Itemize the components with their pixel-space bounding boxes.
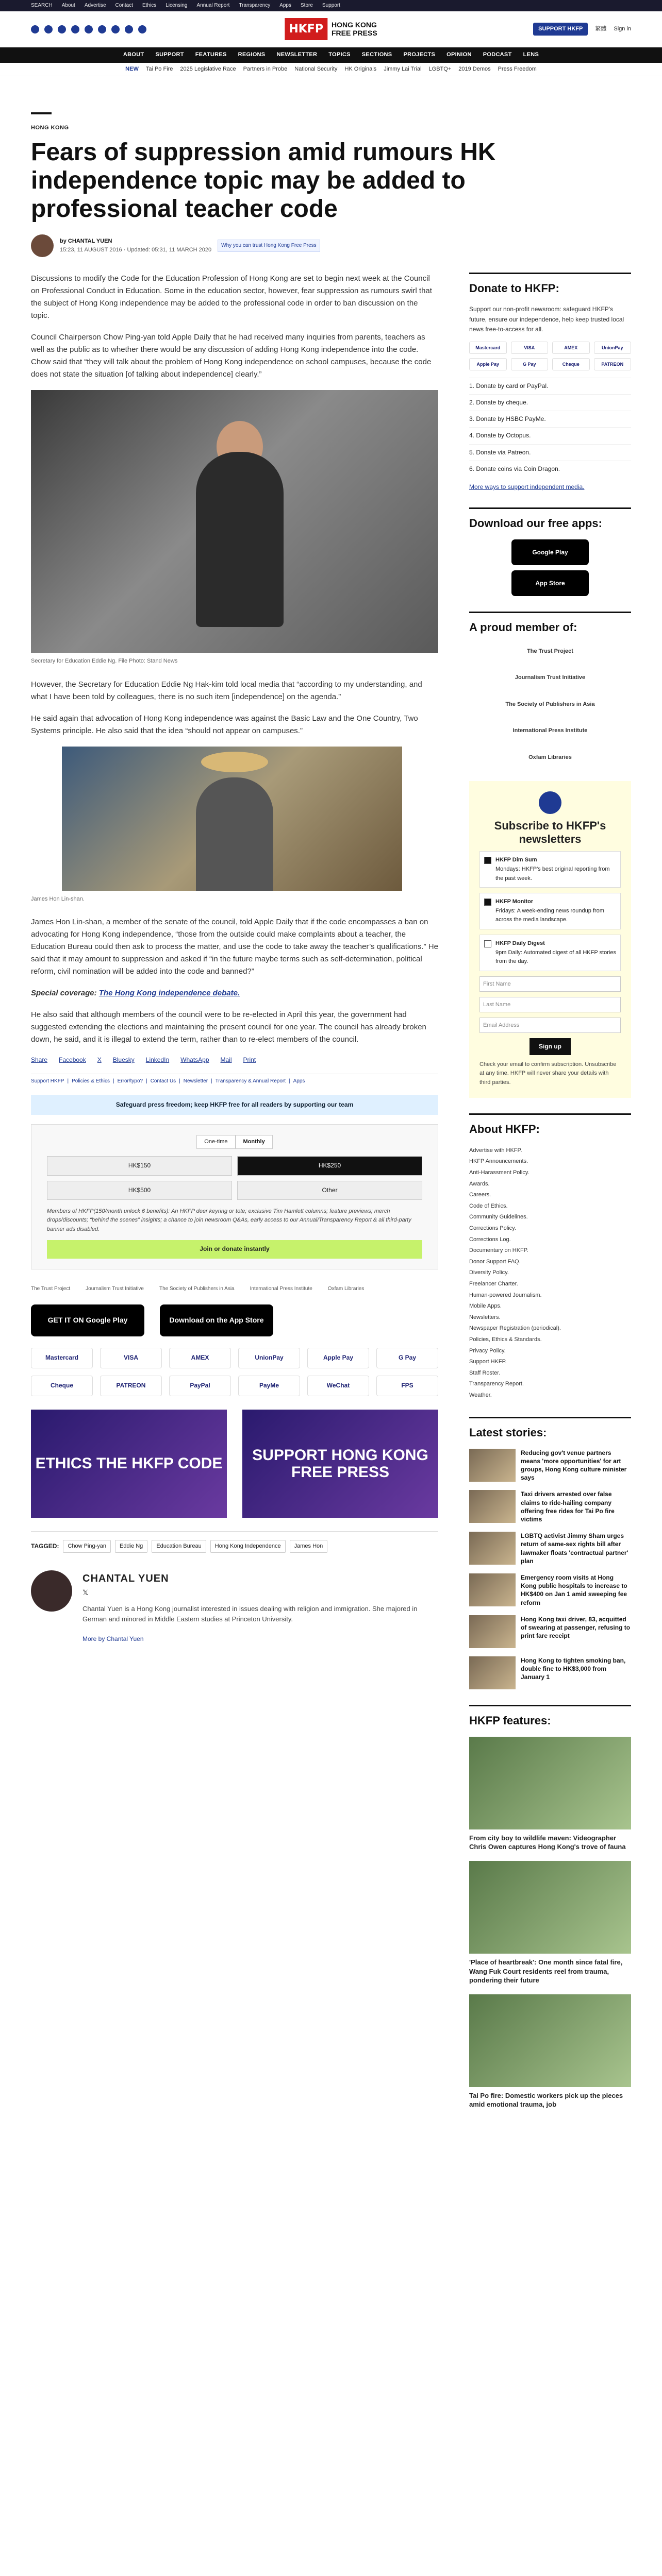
share-link[interactable]: LinkedIn bbox=[145, 1056, 170, 1064]
about-link[interactable]: Community Guidelines. bbox=[469, 1214, 528, 1221]
about-link[interactable]: Code of Ethics. bbox=[469, 1202, 508, 1209]
member-logo[interactable]: The Trust Project bbox=[527, 648, 573, 654]
donate-step[interactable]: 2. Donate by cheque. bbox=[469, 394, 631, 411]
feature-item[interactable] bbox=[469, 1994, 631, 2109]
paragraph: Discussions to modify the Code for the Education Profession of Hong Kong are set to begin next week at the Council on Professional Conduct in Education. Some in the education sector, however, fear suppression as rumours swirl that the subject of Hong Kong independence may be added to the professional code in order to ban discussion on the topic. bbox=[31, 274, 432, 320]
story-item[interactable] bbox=[469, 1449, 631, 1482]
topbar-link[interactable]: Apps bbox=[279, 3, 291, 8]
partner-logos bbox=[31, 1285, 438, 1293]
donate-widget bbox=[469, 273, 631, 492]
bluesky-icon[interactable] bbox=[125, 25, 133, 33]
payment-logo: PATREON bbox=[594, 358, 632, 370]
photo-caption: James Hon Lin-shan. bbox=[31, 895, 85, 902]
about-link[interactable]: Transparency Report. bbox=[469, 1381, 524, 1387]
special-coverage: Special coverage: The Hong Kong independence debate. bbox=[31, 989, 240, 998]
tag-link[interactable]: Hong Kong Independence bbox=[210, 1540, 286, 1553]
about-link[interactable]: Careers. bbox=[469, 1192, 491, 1198]
share-link[interactable]: Bluesky bbox=[112, 1056, 135, 1064]
topbar-link[interactable]: Support bbox=[322, 3, 340, 8]
topbar-link[interactable]: SEARCH bbox=[31, 3, 53, 8]
newsletter-option[interactable] bbox=[479, 851, 621, 888]
story-item[interactable] bbox=[469, 1573, 631, 1607]
facebook-icon[interactable] bbox=[31, 25, 39, 33]
newsletter-disclaimer: Check your email to confirm subscription. Unsubscribe at any time. HKFP will never share your details with third parties. bbox=[479, 1061, 617, 1086]
tag-list bbox=[31, 1531, 438, 1553]
payment-logo: Mastercard bbox=[31, 1348, 93, 1368]
amount-option[interactable]: Other bbox=[237, 1181, 422, 1200]
feature-item[interactable] bbox=[469, 1861, 631, 1985]
about-link[interactable]: Documentary on HKFP. bbox=[469, 1247, 528, 1254]
member-logo[interactable]: Oxfam Libraries bbox=[528, 754, 572, 760]
ethics-banner[interactable]: ETHICS THE HKFP CODE bbox=[31, 1410, 227, 1518]
feature-image[interactable] bbox=[469, 1737, 631, 1829]
topbar-link[interactable]: Advertise bbox=[84, 3, 106, 8]
google-play-button[interactable]: GET IT ON Google Play bbox=[31, 1304, 144, 1336]
linkedin-icon[interactable] bbox=[111, 25, 120, 33]
article-photo bbox=[31, 390, 438, 653]
feature-image[interactable] bbox=[469, 1861, 631, 1954]
footer-link: | bbox=[211, 1078, 212, 1084]
nav-item[interactable]: OPINION bbox=[446, 52, 472, 58]
member-logo[interactable]: Journalism Trust Initiative bbox=[515, 674, 586, 681]
tag-link[interactable]: Chow Ping-yan bbox=[63, 1540, 111, 1553]
partner-logo[interactable]: Oxfam Libraries bbox=[327, 1285, 365, 1292]
story-title[interactable]: Reducing gov't venue partners means 'more opportunities' for art groups, Hong Kong culture minister says bbox=[521, 1449, 627, 1482]
story-title[interactable]: Emergency room visits at Hong Kong public hospitals to increase to HK$400 on Jan 1 amid sweeping fee reform bbox=[521, 1573, 627, 1606]
publish-date: 15:23, 11 AUGUST 2016 · Updated: 05:31, 11 MARCH 2020 bbox=[60, 247, 212, 253]
join-donate-button[interactable]: Join or donate instantly bbox=[47, 1240, 422, 1258]
share-link[interactable]: WhatsApp bbox=[180, 1056, 209, 1064]
rss-icon[interactable] bbox=[138, 25, 146, 33]
nav-item[interactable]: PODCAST bbox=[483, 52, 512, 58]
share-link[interactable]: Facebook bbox=[59, 1056, 86, 1064]
about-link[interactable]: Awards. bbox=[469, 1180, 490, 1187]
payment-logo: PayMe bbox=[238, 1376, 300, 1396]
widget-title: Latest stories: bbox=[469, 1417, 631, 1442]
latest-stories-widget bbox=[469, 1417, 631, 1689]
payment-logo: FPS bbox=[376, 1376, 438, 1396]
newsletter-icon bbox=[539, 791, 561, 814]
member-logo[interactable]: The Society of Publishers in Asia bbox=[505, 701, 595, 707]
tab-monthly[interactable]: Monthly bbox=[236, 1135, 273, 1149]
about-link[interactable]: Donor Support FAQ. bbox=[469, 1258, 521, 1265]
topbar-link[interactable]: Licensing bbox=[166, 3, 188, 8]
option-title: HKFP Monitor bbox=[495, 899, 534, 905]
article-photo bbox=[62, 747, 402, 891]
option-title: HKFP Dim Sum bbox=[495, 857, 537, 863]
about-link[interactable]: Human-powered Journalism. bbox=[469, 1292, 542, 1298]
newsletter-widget bbox=[469, 781, 631, 1098]
google-play-button[interactable]: Google Play bbox=[511, 539, 589, 565]
youtube-icon[interactable] bbox=[71, 25, 79, 33]
checkbox[interactable] bbox=[484, 857, 491, 864]
checkbox[interactable] bbox=[484, 899, 491, 906]
footer-link: | bbox=[289, 1078, 290, 1084]
payment-logo: UnionPay bbox=[238, 1348, 300, 1368]
footer-link[interactable]: Policies & Ethics bbox=[72, 1078, 110, 1084]
last-name-input[interactable]: Last Name bbox=[479, 997, 621, 1012]
payment-logo: G Pay bbox=[511, 358, 549, 370]
x-icon[interactable]: 𝕏 bbox=[82, 1588, 89, 1597]
donate-step[interactable]: 4. Donate by Octopus. bbox=[469, 427, 631, 444]
payment-logo: VISA bbox=[511, 342, 549, 354]
section-tag[interactable]: HONG KONG bbox=[31, 125, 69, 131]
member-logo[interactable]: International Press Institute bbox=[512, 727, 588, 734]
footer-link[interactable]: Newsletter bbox=[183, 1078, 208, 1084]
donate-frequency-tabs bbox=[47, 1135, 422, 1149]
author-link[interactable]: by CHANTAL YUEN bbox=[60, 238, 112, 244]
share-link[interactable]: Mail bbox=[220, 1056, 232, 1064]
about-link[interactable]: Support HKFP. bbox=[469, 1359, 507, 1365]
app-store-button[interactable]: Download on the App Store bbox=[160, 1304, 273, 1336]
byline bbox=[31, 234, 631, 257]
about-link[interactable]: Diversity Policy. bbox=[469, 1269, 509, 1276]
payment-logo: Cheque bbox=[552, 358, 590, 370]
donate-step[interactable]: 1. Donate by card or PayPal. bbox=[469, 378, 631, 394]
trending-new-label: NEW bbox=[125, 65, 139, 72]
story-item[interactable] bbox=[469, 1656, 631, 1689]
site-logo[interactable] bbox=[285, 18, 377, 40]
footer-link[interactable]: Contact Us bbox=[150, 1078, 176, 1084]
newsletter-option[interactable] bbox=[479, 893, 621, 929]
payment-logo: Mastercard bbox=[469, 342, 507, 354]
option-desc: Fridays: A week-ending news roundup from across the media landscape. bbox=[495, 907, 604, 923]
sidebar bbox=[469, 273, 631, 2125]
instagram-icon[interactable] bbox=[58, 25, 66, 33]
main-nav bbox=[0, 47, 662, 63]
trending-link[interactable]: Press Freedom bbox=[498, 65, 537, 72]
partner-logo[interactable]: International Press Institute bbox=[250, 1285, 312, 1292]
about-widget bbox=[469, 1113, 631, 1401]
special-coverage-link[interactable]: The Hong Kong independence debate. bbox=[98, 989, 240, 998]
nav-item[interactable]: PROJECTS bbox=[403, 52, 436, 58]
amount-option[interactable]: HK$500 bbox=[47, 1181, 232, 1200]
nav-item[interactable]: ABOUT bbox=[123, 52, 144, 58]
membership-note: Members of HKFP(150/month unlock 6 benefits): An HKFP deer keyring or tote; exclusive Tim Hamlett columns; feature previews; merch drops/discounts; “behind the scenes” insights; a chance to join newsroom Q&As, early access to our Annual/Transparency Report & all third-party banner ads disabled. bbox=[47, 1208, 411, 1232]
trending-link[interactable]: Tai Po Fire bbox=[145, 65, 173, 72]
footer-link: | bbox=[113, 1078, 114, 1084]
amount-option[interactable]: HK$150 bbox=[47, 1156, 232, 1175]
trending-link[interactable]: 2025 Legislative Race bbox=[180, 65, 236, 72]
top-utility-bar bbox=[0, 0, 662, 11]
payment-logo: PayPal bbox=[169, 1376, 231, 1396]
donate-step[interactable]: 3. Donate by HSBC PayMe. bbox=[469, 411, 631, 427]
tag-link[interactable]: Eddie Ng bbox=[115, 1540, 147, 1553]
donate-step[interactable]: 5. Donate via Patreon. bbox=[469, 444, 631, 461]
paragraph: Council Chairperson Chow Ping-yan told Apple Daily that he had received many inquiries from parents, teachers as well as the public as to whether there would be any discussion of adding Hong Kong independence into the code. Chow said that “they will talk about the problem of Hong Kong independence on school campuses, because the code does not state the situation [of talking about independence] clearly.” bbox=[31, 333, 432, 379]
site-header bbox=[0, 11, 662, 47]
footer-link: | bbox=[67, 1078, 69, 1084]
donate-step[interactable]: 6. Donate coins via Coin Dragon. bbox=[469, 461, 631, 477]
about-link[interactable]: Corrections Policy. bbox=[469, 1225, 516, 1231]
payment-logo: Apple Pay bbox=[469, 358, 507, 370]
payment-logo: Apple Pay bbox=[307, 1348, 369, 1368]
logo-text: HONG KONG FREE PRESS bbox=[331, 21, 377, 37]
footer-link: | bbox=[179, 1078, 180, 1084]
email-input[interactable]: Email Address bbox=[479, 1018, 621, 1033]
widget-title: Donate to HKFP: bbox=[469, 273, 631, 297]
partner-logo[interactable]: Journalism Trust Initiative bbox=[86, 1285, 144, 1292]
story-thumbnail[interactable] bbox=[469, 1615, 516, 1648]
partner-logo[interactable]: The Trust Project bbox=[31, 1285, 71, 1292]
about-link[interactable]: Freelancer Charter. bbox=[469, 1280, 518, 1287]
trending-bar bbox=[0, 63, 662, 76]
story-item[interactable] bbox=[469, 1532, 631, 1565]
donate-form bbox=[31, 1124, 438, 1269]
author-avatar[interactable] bbox=[31, 234, 54, 257]
author-name[interactable]: CHANTAL YUEN bbox=[82, 1573, 169, 1585]
about-link[interactable]: Policies, Ethics & Standards. bbox=[469, 1336, 542, 1343]
story-title[interactable]: Hong Kong taxi driver, 83, acquitted of swearing at passenger, refusing to print fare receipt bbox=[521, 1615, 631, 1640]
support-button[interactable]: SUPPORT HKFP bbox=[533, 23, 588, 36]
widget-title: Download our free apps: bbox=[469, 507, 631, 532]
features-widget bbox=[469, 1705, 631, 2109]
footer-link[interactable]: Transparency & Annual Report bbox=[215, 1078, 286, 1084]
member-widget bbox=[469, 612, 631, 765]
apps-widget bbox=[469, 507, 631, 596]
footer-link[interactable]: Apps bbox=[293, 1078, 305, 1084]
trending-link[interactable]: LGBTQ+ bbox=[428, 65, 452, 72]
nav-item[interactable]: NEWSLETTER bbox=[276, 52, 318, 58]
story-item[interactable] bbox=[469, 1615, 631, 1648]
signin-link[interactable]: Sign in bbox=[614, 25, 631, 32]
tab-one-time[interactable]: One-time bbox=[196, 1135, 235, 1149]
about-link[interactable]: HKFP Announcements. bbox=[469, 1158, 528, 1165]
first-name-input[interactable]: First Name bbox=[479, 976, 621, 992]
payment-logo: Cheque bbox=[31, 1376, 93, 1396]
signup-button[interactable]: Sign up bbox=[529, 1038, 571, 1055]
payment-methods bbox=[31, 1348, 438, 1396]
story-thumbnail[interactable] bbox=[469, 1573, 516, 1606]
trending-link[interactable]: 2019 Demos bbox=[458, 65, 491, 72]
about-link[interactable]: Advertise with HKFP. bbox=[469, 1147, 522, 1154]
about-link[interactable]: Newsletters. bbox=[469, 1314, 501, 1320]
author-bio: Chantal Yuen is a Hong Kong journalist interested in issues dealing with religion and immigration. She majored in German and minored in Middle Eastern studies at Princeton University. bbox=[82, 1604, 418, 1623]
trending-link[interactable]: HK Originals bbox=[344, 65, 377, 72]
language-toggle[interactable]: 繁體 bbox=[595, 25, 607, 32]
donate-steps bbox=[469, 378, 631, 477]
app-store-button[interactable]: App Store bbox=[511, 570, 589, 596]
paragraph: However, the Secretary for Education Eddie Ng Hak-kim told local media that “according to my understanding, and what I have been told by colleagues, there is no such item [independence] on the agenda.” bbox=[31, 680, 422, 701]
promo-banners bbox=[31, 1410, 438, 1518]
feature-title[interactable]: Tai Po fire: Domestic workers pick up the pieces amid emotional trauma, job bbox=[469, 2091, 623, 2109]
newsletter-title: Subscribe to HKFP's newsletters bbox=[494, 819, 606, 845]
about-link[interactable]: Mobile Apps. bbox=[469, 1303, 502, 1310]
payment-logo: AMEX bbox=[552, 342, 590, 354]
tag-link[interactable]: James Hon bbox=[290, 1540, 328, 1553]
article-headline: Fears of suppression amid rumours HK independence topic may be added to professional teacher code bbox=[31, 138, 496, 223]
social-links bbox=[31, 25, 146, 33]
payment-logo: UnionPay bbox=[594, 342, 632, 354]
donate-amounts bbox=[47, 1156, 422, 1199]
tag-link[interactable]: Education Bureau bbox=[152, 1540, 206, 1553]
trending-link[interactable]: Partners in Probe bbox=[243, 65, 288, 72]
widget-title: HKFP features: bbox=[469, 1705, 631, 1730]
payment-logo: PATREON bbox=[100, 1376, 162, 1396]
nav-item[interactable]: LENS bbox=[523, 52, 539, 58]
more-by-author-link[interactable]: More by Chantal Yuen bbox=[82, 1635, 144, 1643]
option-desc: Mondays: HKFP's best original reporting from the past week. bbox=[495, 866, 610, 882]
nav-item[interactable]: TOPICS bbox=[328, 52, 351, 58]
feature-item[interactable] bbox=[469, 1737, 631, 1852]
story-item[interactable] bbox=[469, 1490, 631, 1523]
about-link[interactable]: Corrections Log. bbox=[469, 1236, 511, 1243]
story-thumbnail[interactable] bbox=[469, 1449, 516, 1482]
article-body bbox=[31, 273, 438, 2125]
tagged-label: TAGGED: bbox=[31, 1542, 59, 1550]
logo-mark: HKFP bbox=[285, 18, 327, 40]
payment-logo: G Pay bbox=[376, 1348, 438, 1368]
footer-link: | bbox=[146, 1078, 147, 1084]
author-avatar[interactable] bbox=[31, 1570, 72, 1612]
paragraph: James Hon Lin-shan, a member of the senate of the council, told Apple Daily that if the code encompasses a ban on advocating for Hong Kong independence, “those from the outside could make complaints about a teacher, the Education Bureau could then ask to process the matter, and use the code to take away the teacher’s qualifications.” He said that it may amount to suppression and asked if “in the future maybe terms such as self-determination, political reform, civil nomination will be added into the code and banned?” bbox=[31, 918, 438, 976]
nav-item[interactable]: REGIONS bbox=[238, 52, 266, 58]
author-box bbox=[31, 1570, 438, 1644]
checkbox[interactable] bbox=[484, 940, 491, 947]
story-thumbnail[interactable] bbox=[469, 1532, 516, 1565]
trending-link[interactable]: National Security bbox=[294, 65, 338, 72]
topbar-link[interactable]: Contact bbox=[115, 3, 133, 8]
app-store-buttons bbox=[31, 1304, 438, 1336]
payment-logo: AMEX bbox=[169, 1348, 231, 1368]
story-title[interactable]: Hong Kong to tighten smoking ban, double fine to HK$3,000 from January 1 bbox=[521, 1656, 626, 1681]
story-title[interactable]: LGBTQ activist Jimmy Sham urges return of same-sex rights bill after lawmaker floats 'contractual partner' plan bbox=[521, 1532, 628, 1565]
payment-logo: VISA bbox=[100, 1348, 162, 1368]
nav-item[interactable]: SECTIONS bbox=[361, 52, 392, 58]
payment-logos bbox=[469, 342, 631, 370]
widget-title: A proud member of: bbox=[469, 612, 631, 636]
more-ways-link[interactable]: More ways to support independent media. bbox=[469, 483, 585, 491]
footer-link[interactable]: Support HKFP bbox=[31, 1078, 64, 1084]
x-icon[interactable] bbox=[44, 25, 53, 33]
photo-caption: Secretary for Education Eddie Ng. File Photo: Stand News bbox=[31, 658, 178, 665]
story-thumbnail[interactable] bbox=[469, 1656, 516, 1689]
payment-logo: WeChat bbox=[307, 1376, 369, 1396]
topbar-link[interactable]: Ethics bbox=[142, 3, 157, 8]
nav-item[interactable]: SUPPORT bbox=[155, 52, 184, 58]
topbar-link[interactable]: Transparency bbox=[239, 3, 271, 8]
feature-title[interactable]: From city boy to wildlife maven: Videographer Chris Owen captures Hong Kong's trove of fauna bbox=[469, 1834, 626, 1851]
donate-text: Support our non-profit newsroom: safeguard HKFP's future, ensure our independence, help keep trusted local news free-to-access for all. bbox=[469, 306, 624, 333]
partner-logo[interactable]: The Society of Publishers in Asia bbox=[159, 1285, 235, 1292]
feature-title[interactable]: 'Place of heartbreak': One month since fatal fire, Wang Fuk Court residents reel from trauma, pondering their future bbox=[469, 1958, 623, 1985]
share-links bbox=[31, 1055, 438, 1065]
about-link[interactable]: Staff Roster. bbox=[469, 1369, 501, 1376]
story-title[interactable]: Taxi drivers arrested over false claims to ride-hailing company offering free rides for Tai Po fire victims bbox=[521, 1490, 615, 1523]
nav-item[interactable]: FEATURES bbox=[195, 52, 227, 58]
share-link[interactable]: Print bbox=[243, 1056, 256, 1064]
threads-icon[interactable] bbox=[98, 25, 106, 33]
widget-title: About HKFP: bbox=[469, 1113, 631, 1138]
trust-promo[interactable]: Why you can trust Hong Kong Free Press bbox=[218, 240, 320, 252]
topbar-link[interactable]: Annual Report bbox=[196, 3, 230, 8]
share-link[interactable]: Share bbox=[31, 1056, 48, 1064]
paragraph: He said again that advocation of Hong Kong independence was against the Basic Law and the One Country, Two Systems principle. He also said that the idea “should not appear on campuses.” bbox=[31, 714, 418, 735]
story-thumbnail[interactable] bbox=[469, 1490, 516, 1523]
about-link[interactable]: Privacy Policy. bbox=[469, 1347, 506, 1354]
telegram-icon[interactable] bbox=[85, 25, 93, 33]
trending-link[interactable]: Jimmy Lai Trial bbox=[384, 65, 422, 72]
about-link[interactable]: Newspaper Registration (periodical). bbox=[469, 1325, 561, 1332]
paragraph: He also said that although members of the council were to be re-elected in April this year, the government had suggested extending the elections and maintaining the present council for one year. The council has already broken down, he said, and it is illegal to extend the term, rather than to re-elect members of the council. bbox=[31, 1010, 426, 1044]
option-desc: 9pm Daily: Automated digest of all HKFP stories from the day. bbox=[495, 949, 616, 965]
topbar-link[interactable]: Store bbox=[301, 3, 313, 8]
support-banner[interactable]: SUPPORT HONG KONG FREE PRESS bbox=[242, 1410, 438, 1518]
article-footer-links bbox=[31, 1074, 438, 1086]
newsletter-option[interactable] bbox=[479, 935, 621, 971]
about-link[interactable]: Weather. bbox=[469, 1392, 492, 1398]
share-link[interactable]: X bbox=[97, 1056, 102, 1064]
header-actions bbox=[533, 23, 631, 36]
topbar-link[interactable]: About bbox=[61, 3, 75, 8]
section-rule bbox=[31, 112, 52, 114]
footer-link[interactable]: Error/typo? bbox=[117, 1078, 143, 1084]
support-prompt[interactable]: Safeguard press freedom; keep HKFP free for all readers by supporting our team bbox=[31, 1095, 438, 1115]
about-link[interactable]: Anti-Harassment Policy. bbox=[469, 1170, 529, 1176]
amount-option[interactable]: HK$250 bbox=[237, 1156, 422, 1175]
option-title: HKFP Daily Digest bbox=[495, 940, 545, 946]
feature-image[interactable] bbox=[469, 1994, 631, 2087]
